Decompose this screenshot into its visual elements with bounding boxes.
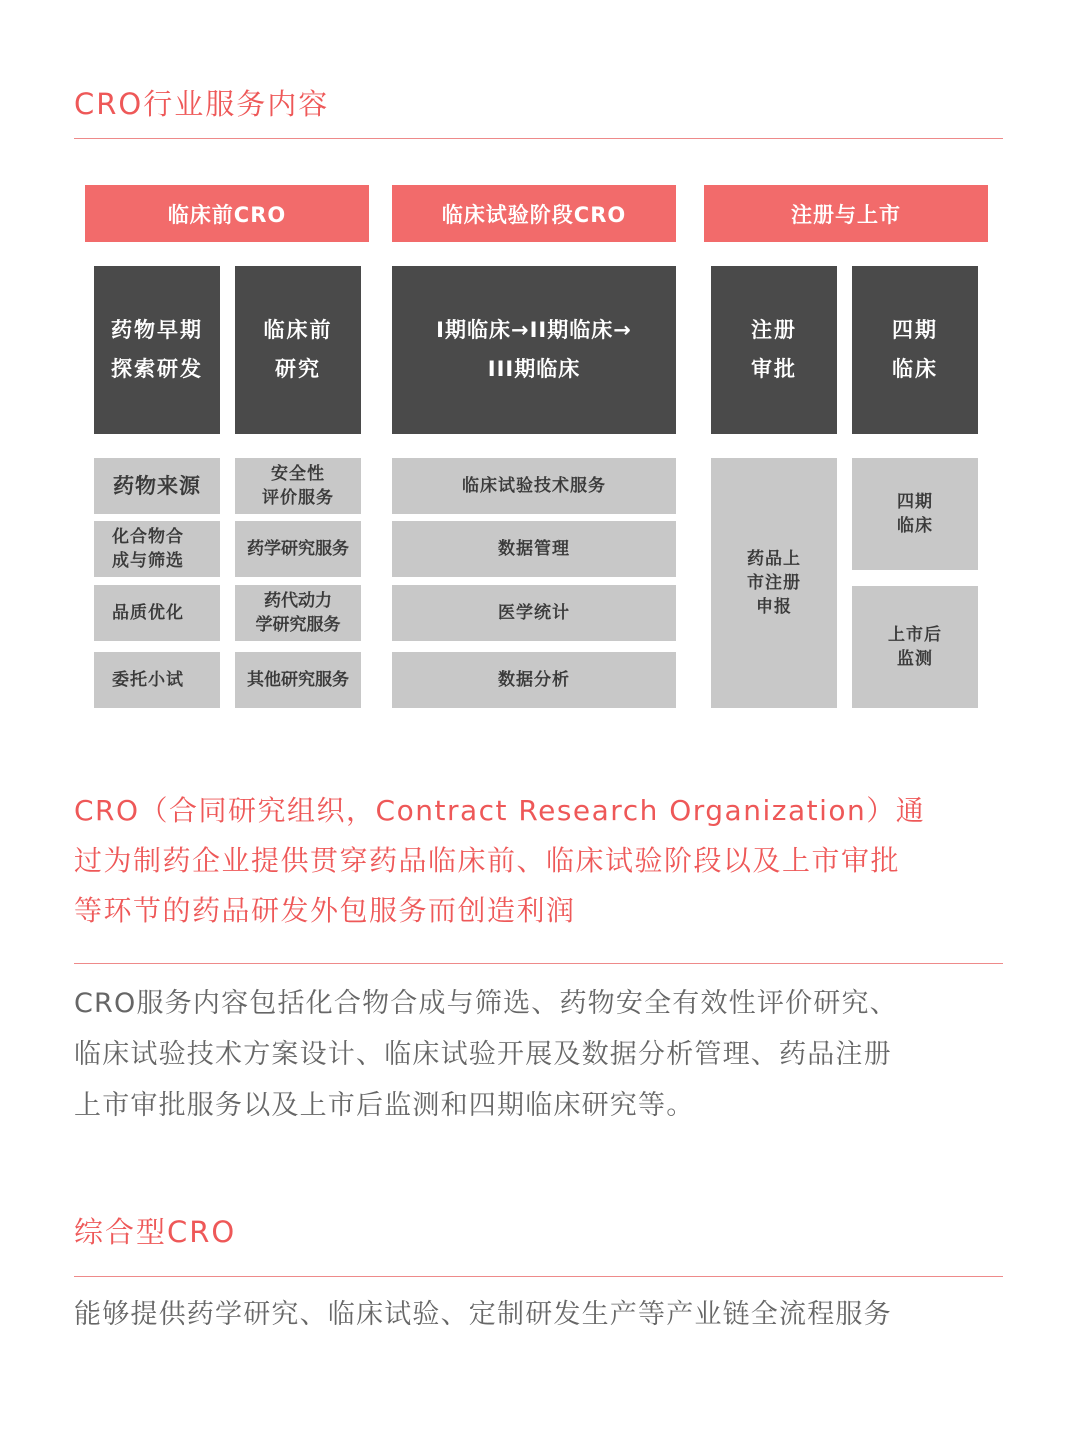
stage-label-line: 临床前 [263, 318, 333, 342]
service-label: 学研究服务 [255, 615, 341, 635]
stage-label-line: I期临床→II期临床→ [436, 318, 632, 342]
section-title-integrated-cro: 综合型CRO [74, 1215, 237, 1249]
service-compound-synthesis [94, 521, 220, 577]
header-preclinical-cro: 临床前CRO [85, 185, 369, 242]
stage-label-line: 临床 [892, 357, 938, 381]
service-label: 安全性 [271, 464, 325, 484]
paragraph-line: CRO（合同研究组织，Contract Research Organization）通 [74, 794, 926, 827]
service-label: 药学研究服务 [247, 539, 349, 559]
service-drug-source [94, 458, 220, 514]
integrated-cro-description [74, 1289, 1014, 1340]
stage-preclinical-research [235, 266, 361, 434]
cro-services-paragraph [74, 978, 1014, 1131]
service-label: 评价服务 [262, 488, 334, 508]
paragraph-line: 上市审批服务以及上市后监测和四期临床研究等。 [74, 1090, 695, 1121]
service-label: 其他研究服务 [247, 670, 349, 690]
header-clinical-trial-cro: 临床试验阶段CRO [392, 185, 676, 242]
service-label: 药物来源 [113, 474, 201, 498]
service-commissioned-pilot [94, 652, 220, 708]
section-title: CRO行业服务内容 [74, 87, 330, 121]
service-data-management: 数据管理 [392, 521, 676, 577]
service-post-market-monitoring [852, 586, 978, 708]
stage-early-drug-discovery [94, 266, 220, 434]
paragraph-line: 能够提供药学研究、临床试验、定制研发生产等产业链全流程服务 [74, 1299, 892, 1330]
paragraph-line: 等环节的药品研发外包服务而创造利润 [74, 894, 576, 927]
stage-label-line: 四期 [892, 318, 938, 342]
stage-phase-four-clinical [852, 266, 978, 434]
stage-label-line: 注册 [751, 318, 797, 342]
stage-label-line: 探索研发 [111, 357, 203, 381]
service-data-analysis: 数据分析 [392, 652, 676, 708]
service-drug-registration-filing [711, 458, 837, 708]
service-label: 化合物合 [112, 527, 184, 547]
stage-label-line: III期临床 [487, 357, 581, 381]
stage-label-line: 药物早期 [111, 318, 203, 342]
service-medical-statistics: 医学统计 [392, 585, 676, 641]
service-pharmacokinetics [235, 585, 361, 641]
service-label: 申报 [756, 597, 792, 617]
cro-definition-paragraph [74, 786, 1014, 936]
service-label: 委托小试 [112, 670, 184, 690]
cro-service-diagram [0, 0, 1080, 720]
service-label: 临床 [897, 516, 933, 536]
paragraph-line: CRO服务内容包括化合物合成与筛选、药物安全有效性评价研究、 [74, 988, 898, 1019]
stage-label-line: 研究 [275, 357, 321, 381]
stage-clinical-phases [392, 266, 676, 434]
service-pharmaceutical-research [235, 521, 361, 577]
stage-registration-approval [711, 266, 837, 434]
service-clinical-trial-tech: 临床试验技术服务 [392, 458, 676, 514]
service-safety-evaluation [235, 458, 361, 514]
service-label: 四期 [897, 492, 933, 512]
stage-label-line: 审批 [751, 357, 797, 381]
service-quality-optimization [94, 585, 220, 641]
service-label: 市注册 [747, 573, 801, 593]
paragraph-line: 过为制药企业提供贯穿药品临床前、临床试验阶段以及上市审批 [74, 844, 901, 877]
service-label: 药代动力 [264, 591, 332, 611]
paragraph-line: 临床试验技术方案设计、临床试验开展及数据分析管理、药品注册 [74, 1039, 892, 1070]
service-label: 药品上 [747, 549, 801, 569]
service-phase-four [852, 458, 978, 570]
header-registration-listing: 注册与上市 [704, 185, 988, 242]
section-divider [74, 963, 1003, 964]
service-label: 监测 [897, 649, 933, 669]
service-other-research [235, 652, 361, 708]
section-divider [74, 1276, 1003, 1277]
service-label: 品质优化 [112, 603, 184, 623]
service-label: 成与筛选 [112, 551, 184, 571]
service-label: 上市后 [888, 625, 942, 645]
